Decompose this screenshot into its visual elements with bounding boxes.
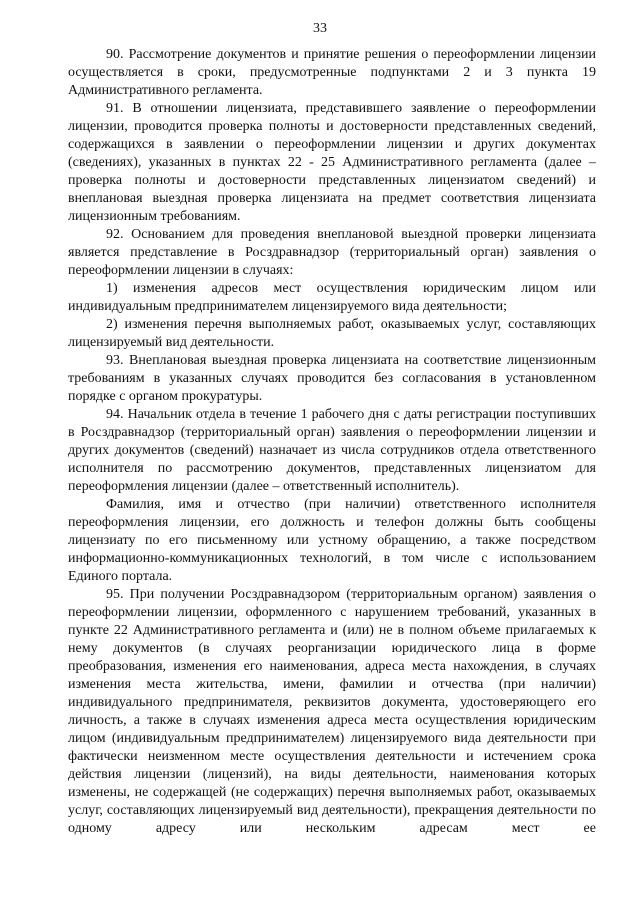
paragraph-94-contact: Фамилия, имя и отчество (при наличии) ответственного исполнителя переоформления лицензии, его должность и телефон должны быть сообщены лицензиату по его письменному или устному обращению, а также посредством информационно-коммуникационных технологий, в том числе с использованием Единого портала. — [68, 497, 596, 584]
paragraph-94: 94. Начальник отдела в течение 1 рабочего дня с даты регистрации поступивших в Росздравнадзор (территориальный орган) заявления о переоформлении лицензии и других документов (сведений) назначает из числа сотрудников отдела ответственного исполнителя по рассмотрению документов, представленных лицензиатом для переоформления лицензии (далее – ответственный исполнитель). — [68, 407, 596, 494]
paragraph-90: 90. Рассмотрение документов и принятие решения о переоформлении лицензии осуществляется в сроки, предусмотренные подпунктами 2 и 3 пункта 19 Административного регламента. — [68, 47, 596, 98]
paragraph-92: 92. Основанием для проведения внеплановой выездной проверки лицензиата является представление в Росздравнадзор (территориальный орган) заявления о переоформлении лицензии в случаях: — [68, 227, 596, 278]
paragraph-92-item-1: 1) изменения адресов мест осуществления юридическим лицом или индивидуальным предпринимателем лицензируемого вида деятельности; — [68, 281, 596, 314]
paragraph-92-item-2: 2) изменения перечня выполняемых работ, оказываемых услуг, составляющих лицензируемый вид деятельности. — [68, 317, 596, 350]
paragraph-95: 95. При получении Росздравнадзором (территориальным органом) заявления о переоформлении лицензии, оформленного с нарушением требований, указанных в пункте 22 Административного регламента и (или) не в полном объеме прилагаемых к нему документов (в случаях реорганизации юридического лица в форме преобразования, изменения его наименования, адреса места нахождения, в случаях изменения места жительства, имени, фамилии и отчества (при наличии) индивидуального предпринимателя, реквизитов документа, удостоверяющего его личность, а также в случаях изменения адреса места осуществления юридическим лицом (индивидуальным предпринимателем) лицензируемого вида деятельности при фактически неизменном месте осуществления деятельности и истечением срока действия лицензии (лицензий), на виды деятельности, наименования которых изменены, не содержащей (не содержащих) перечня выполняемых работ, оказываемых услуг, составляющих лицензируемый вид деятельности), прекращения деятельности по одному адресу или нескольким адресам мест ее — [68, 587, 596, 836]
paragraph-91: 91. В отношении лицензиата, представившего заявление о переоформлении лицензии, проводится проверка полноты и достоверности представленных сведений, содержащихся в заявлении о переоформлении лицензии и других документах (сведениях), указанных в пунктах 22 - 25 Административного регламента (далее – проверка полноты и достоверности представленных лицензиатом сведений) и внеплановая выездная проверка лицензиата на предмет соответствия лицензиата лицензионным требованиям. — [68, 101, 596, 224]
page-number: 33 — [313, 21, 327, 36]
document-body — [68, 46, 596, 838]
paragraph-93: 93. Внеплановая выездная проверка лицензиата на соответствие лицензионным требованиям в указанных случаях проводится без согласования в установленном порядке с органом прокуратуры. — [68, 353, 596, 404]
